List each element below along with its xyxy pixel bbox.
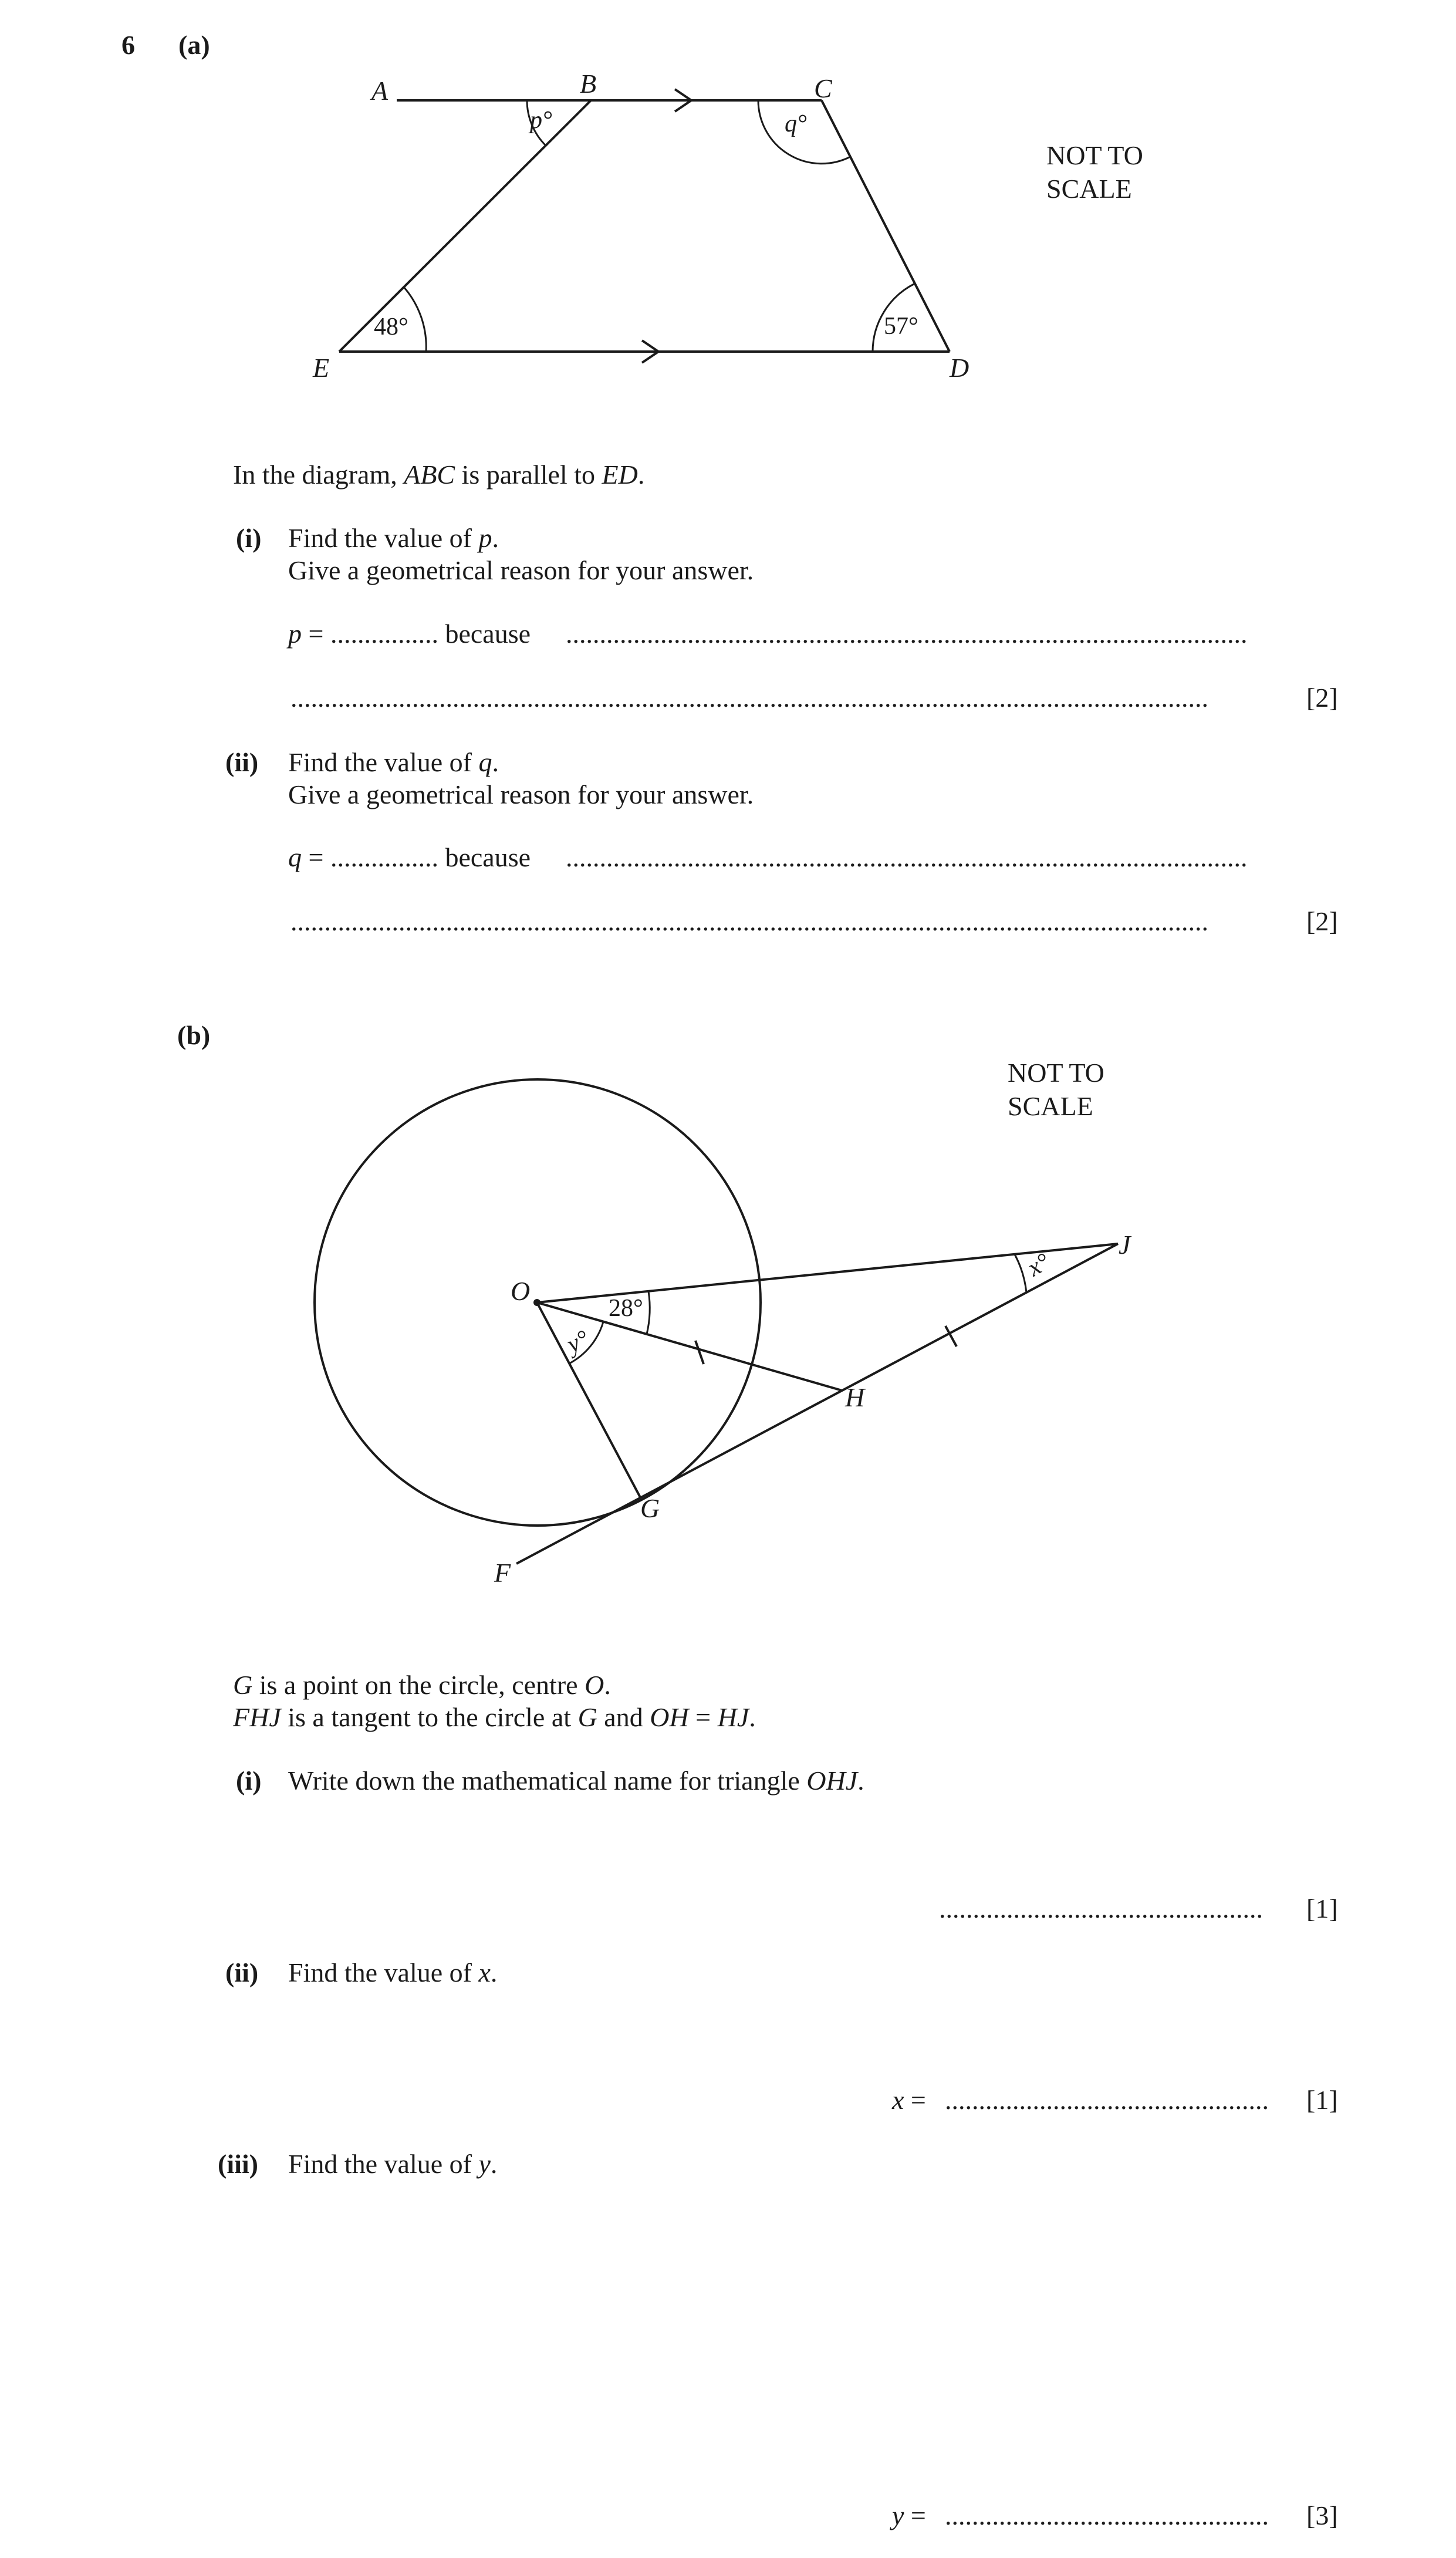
marks-b-i: [1] [1306,1894,1338,1923]
answer-y-label: y = [892,2500,926,2530]
not-to-scale-b-line1: NOT TO [1008,1058,1104,1088]
answer-x-label: x = [892,2085,926,2115]
marks-a-ii: [2] [1306,906,1338,936]
angle-label-48: 48° [374,313,408,340]
answer-y-dots[interactable]: ................................................ [945,2502,1269,2529]
part-b-i-label: (i) [236,1766,262,1796]
reason-q-line1[interactable]: ..................................................................................................... [566,844,1248,871]
part-b-label: (b) [177,1020,211,1050]
answer-p-dots[interactable]: ................ [330,619,438,649]
circle [315,1079,761,1526]
part-a-i-label: (i) [236,523,262,553]
answer-x-dots[interactable]: ................................................ [945,2087,1269,2114]
part-b-ii-label: (ii) [225,1958,259,1987]
diagram-a [0,0,1456,411]
angle-label-q: q° [785,110,807,137]
marks-b-ii: [1] [1306,2085,1338,2115]
angle-label-x: x° [1023,1248,1055,1282]
part-b-iii-question: Find the value of y. [288,2149,498,2179]
part-b-statement-2: FHJ is a tangent to the circle at G and OH = HJ. [233,1702,756,1732]
part-a-i-line2: Give a geometrical reason for your answer. [288,555,754,585]
label-j: J [1119,1230,1131,1260]
reason-q-line2[interactable]: ........................................................................................................................................ [290,908,1208,935]
arc-angle-28 [647,1291,650,1334]
marks-b-iii: [3] [1306,2500,1338,2530]
marks-a-i: [2] [1306,683,1338,713]
not-to-scale-b-line2: SCALE [1008,1091,1093,1121]
part-b-ii-question: Find the value of x. [288,1958,498,1987]
reason-p-line1[interactable]: ..................................................................................................... [566,620,1248,647]
line-oj [537,1244,1118,1302]
tangent-fj [516,1244,1118,1564]
not-to-scale-a-line1: NOT TO [1046,140,1143,170]
part-b-iii-label: (iii) [218,2149,258,2179]
line-oh [537,1302,842,1391]
label-e: E [313,353,330,383]
reason-p-line2[interactable]: ........................................................................................................................................ [290,684,1208,711]
part-a-ii-line2: Give a geometrical reason for your answer. [288,779,754,809]
part-a-i-line1: Find the value of p. [288,523,499,553]
line-og [537,1302,640,1497]
part-a-i-answer-line: p = ................ because [288,619,531,649]
part-a-intro: In the diagram, ABC is parallel to ED. [233,460,645,490]
angle-label-p: p° [530,107,552,134]
part-a-label: (a) [178,30,210,60]
label-b: B [580,69,597,99]
question-number: 6 [121,30,135,60]
label-f: F [494,1558,511,1588]
label-g: G [640,1493,660,1523]
angle-label-57: 57° [884,313,918,340]
tick-hj [945,1326,957,1347]
label-d: D [950,353,969,383]
tick-oh [695,1341,704,1364]
label-o: O [511,1276,531,1306]
arc-angle-y [569,1322,603,1364]
answer-q-dots[interactable]: ................ [330,842,438,872]
answer-triangle-name-dots[interactable]: ................................................ [939,1895,1263,1922]
label-h: H [845,1382,865,1412]
angle-label-y: y° [563,1325,593,1359]
part-b-i-question: Write down the mathematical name for triangle OHJ. [288,1766,864,1796]
not-to-scale-a-line2: SCALE [1046,174,1132,204]
angle-label-28: 28° [609,1295,643,1322]
label-c: C [814,73,832,103]
part-b-statement-1: G is a point on the circle, centre O. [233,1670,611,1700]
part-a-ii-line1: Find the value of q. [288,747,499,777]
arc-angle-x [1015,1254,1026,1293]
label-a: A [371,76,389,106]
centre-point-o [533,1299,540,1306]
part-a-ii-answer-line: q = ................ because [288,842,531,872]
part-a-ii-label: (ii) [225,747,259,777]
